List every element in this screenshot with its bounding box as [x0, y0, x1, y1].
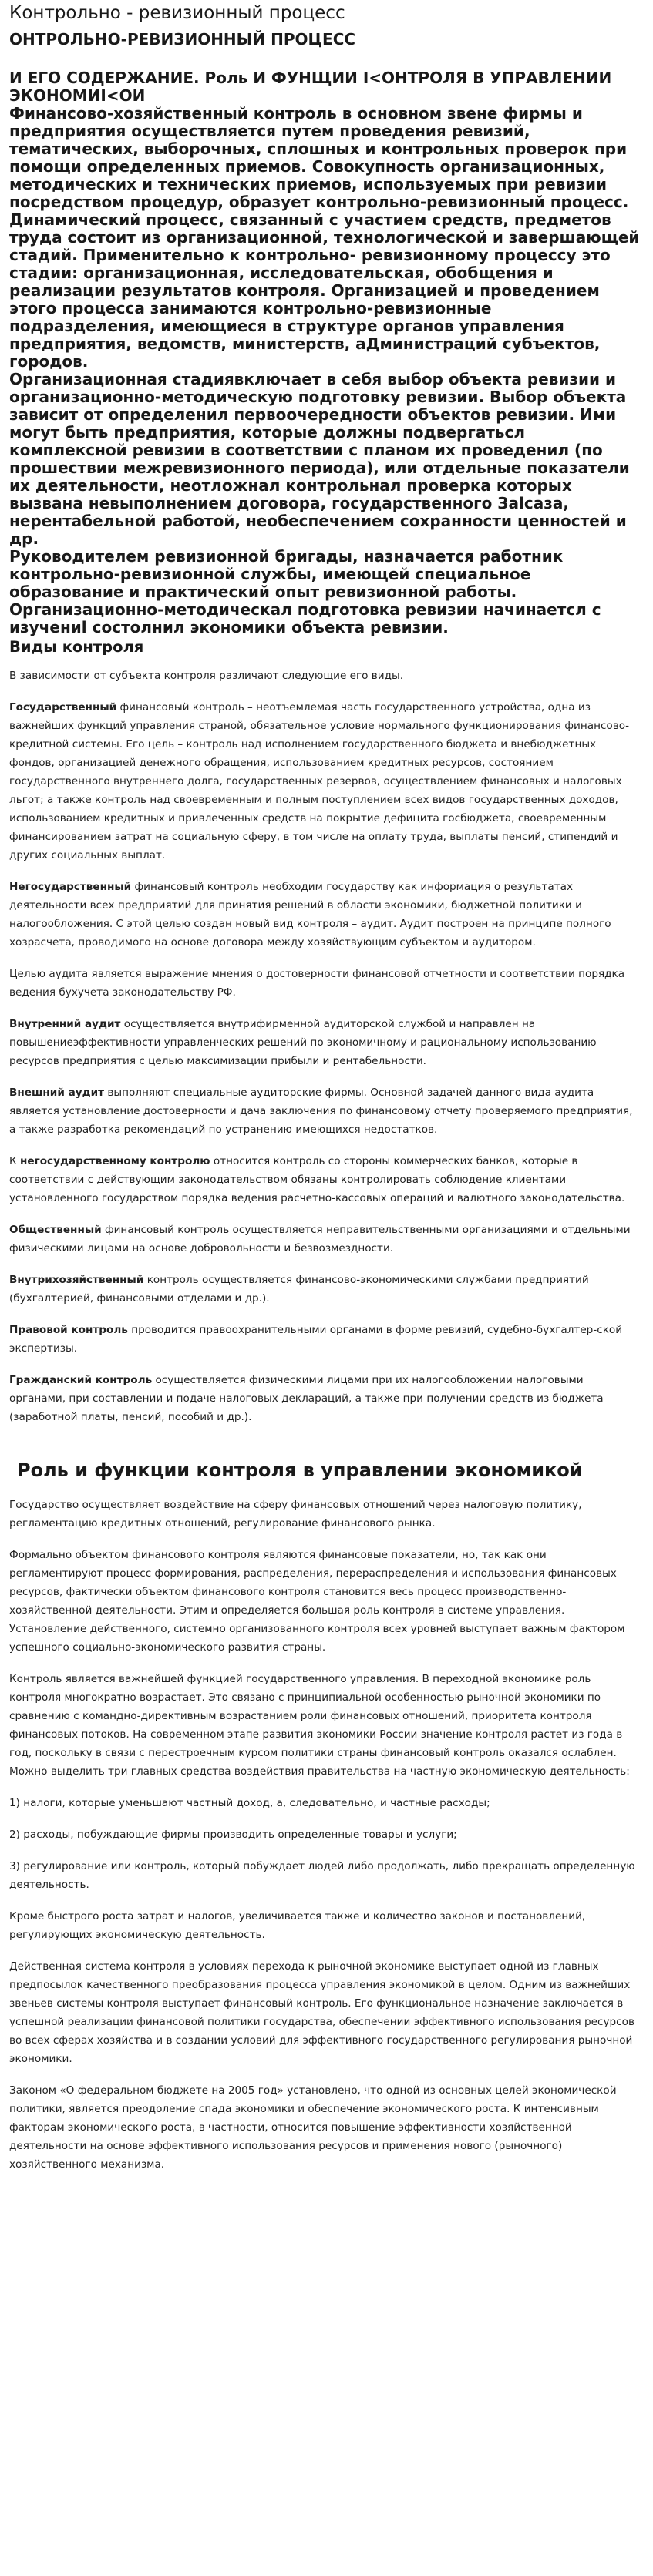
- intro-paragraph: Организационная стадиявключает в себя выбор объекта ревизии и организационно-методическую подготовку ревизии. Выбор объекта зависит от определенил первоочередности объектов ревизии. Ими могут быть предприятия, которые должны подвергатьсл комплексной ревизии в соответствии с планом их проведенил (по прошествии межревизионного периода), или отдельные показатели их деятельности, неотложнал контрольнал проверка которых вызвана невыполнением договора, государственного Заlсаза, нерентабельной работой, необеспечением сохранности ценностей и др.: [9, 369, 630, 548]
- paragraph-text: осуществляется внутрифирменной аудиторской службой и направлен на повышениеэффективности управленческих решений по экономичному и рациональному использованию ресурсов предприятия с целью максимизации прибыли и рентабельности.: [9, 1017, 597, 1067]
- term: Гражданский контроль: [9, 1373, 153, 1386]
- term: Правовой контроль: [9, 1323, 128, 1336]
- paragraph-public-control: [9, 1221, 642, 1258]
- paragraph: Действенная система контроля в условиях перехода к рыночной экономике выступает одной из главных предпосылок качественного преобразования процесса управления экономикой в целом. Одним из важнейших звеньев системы контроля выступает финансовый контроль. Его функциональное назначение заключается в успешной реализации финансовой политики государства, обеспечении эффективного использования ресурсов во всех сферах хозяйства и в создании условий для эффективного государственного регулирования рыночной экономики.: [9, 1960, 634, 2065]
- intro-paragraph: Руководителем ревизионной бригады, назначается работник контрольно-ревизионной службы, имеющей специальное образование и практический опыт ревизионной работы. Организационно-методическал подготовка ревизии начинаетсл с изучениl состолнил экономики объекта ревизии.: [9, 546, 601, 636]
- paragraph-text: финансовый контроль – неотъемлемая часть государственного устройства, одна из важнейших функций управления страной, обязательное условие нормального функционирования финансово-кредитной системы. Его цель – контроль над исполнением государственного бюджета и внебюджетных фондов, организацией денежного обращения, использованием кредитных ресурсов, состоянием государственного внутреннего долга, государственных резервов, осуществлением финансовых и налоговых льгот; а также контроль над своевременным и полным поступлением всех видов государственных доходов, использованием кредитных и привлеченных средств на покрытие дефицита госбюджета, своевременным финансированием затрат на социальную сферу, в том числе на оплату труда, выплаты пенсий, стипендий и других социальных выплат.: [9, 700, 629, 861]
- paragraph-text: Целью аудита является выражение мнения о достоверности финансовой отчетности и соответствии порядка ведения бухучета законодательству РФ.: [9, 967, 625, 999]
- section-heading: Роль и функции контроля в управлении экономикой: [17, 1459, 583, 1481]
- paragraph: Законом «О федеральном бюджете на 2005 год» установлено, что одной из основных целей экономической политики, является преодоление спада экономики и обеспечение экономического роста. К интенсивным факторам экономического роста, в частности, относится повышение эффективности хозяйственной деятельности на основе эффективного использования ресурсов и применения нового (рыночного) хозяйственного механизма.: [9, 2084, 617, 2171]
- term: Общественный: [9, 1223, 102, 1236]
- intro-block: [9, 69, 642, 636]
- section-control-types: [9, 638, 642, 1426]
- paragraph-text: контроль осуществляется финансово-экономическими службами предприятий (бухгалтерией, финансовыми отделами и др.).: [9, 1273, 589, 1305]
- list-item: 3) регулирование или контроль, который побуждает людей либо продолжать, либо прекращать определенную деятельность.: [9, 1859, 635, 1891]
- section-heading: Виды контроля: [9, 637, 144, 656]
- paragraph-text: относится контроль со стороны коммерческих банков, которые в соответствии с действующим законодательством обязаны контролировать соблюдение клиентами установленного государством порядка ведения расчетно-кассовых операций и валютного законодательства.: [9, 1154, 625, 1204]
- paragraph-state-control: [9, 698, 642, 865]
- paragraph-civil-control: [9, 1371, 642, 1426]
- paragraph-audit-goal: [9, 965, 642, 1002]
- term: Внешний аудит: [9, 1086, 105, 1099]
- section-lead: В зависимости от субъекта контроля различают следующие его виды.: [9, 669, 404, 682]
- paragraph-text: финансовый контроль необходим государству как информация о результатах деятельности всех предприятий для принятия решений в области экономики, бюджетной политики и налогообложения. С этой целью создан новый вид контроля – аудит. Аудит построен на принципе полного хозрасчета, проводимого на основе договора между хозяйствующим субъектом и аудитором.: [9, 880, 611, 949]
- term: негосударственному контролю: [19, 1154, 210, 1167]
- term: Внутрихозяйственный: [9, 1273, 144, 1286]
- term: Государственный: [9, 700, 117, 714]
- paragraph-text: выполняют специальные аудиторские фирмы. Основной задачей данного вида аудита является установление достоверности и дача заключения по финансовому отчету проверяемого предприятия, а также разработка рекомендаций по устранению имеющихся недостатков.: [9, 1086, 633, 1136]
- paragraph-text: финансовый контроль осуществляется неправительственными организациями и отдельными физическими лицами на основе добровольности и безвозмездности.: [9, 1223, 631, 1254]
- term: Негосударственный: [9, 880, 132, 893]
- paragraph-bank-control: [9, 1152, 642, 1207]
- paragraph: Формально объектом финансового контроля являются финансовые показатели, но, так как они регламентируют процесс формирования, распределения, перераспределения и использования финансовых ресурсов, фактически объектом финансового контроля становится весь процесс производственно-хозяйственной деятельности. Этим и определяется большая роль контроля в системе управления. Установление действенного, системно организованного контроля всех уровней выступает важным фактором успешного социально-экономического развития страны.: [9, 1548, 625, 1654]
- caps-title: ОНТРОЛЬНО-РЕВИЗИОННЫЙ ПРОЦЕСС: [9, 29, 356, 49]
- paragraph-legal-control: [9, 1321, 642, 1358]
- list-item: 2) расходы, побуждающие фирмы производить определенные товары и услуги;: [9, 1828, 457, 1841]
- paragraph-text: проводится правоохранительными органами в форме ревизий, судебно-бухгалтер-ской экспертизы.: [9, 1323, 623, 1355]
- paragraph: Кроме быстрого роста затрат и налогов, увеличивается также и количество законов и постановлений, регулирующих экономическую деятельность.: [9, 1909, 586, 1941]
- paragraph: Государство осуществляет воздействие на сферу финансовых отношений через налоговую политику, регламентацию кредитных отношений, регулирование финансового рынка.: [9, 1498, 582, 1530]
- intro-heading: И ЕГО СОДЕРЖАНИЕ. Роль И ФУНЩИИ I<ОНТРОЛЯ В УПРАВЛЕНИИ ЭКОНОМИI<ОИ: [9, 68, 612, 105]
- section-role-functions: [9, 1459, 642, 2174]
- paragraph: Контроль является важнейшей функцией государственного управления. В переходной экономике роль контроля многократно возрастает. Это связано с принципиальной особенностью рыночной экономики по сравнению с командно-директивным возрастанием роли финансовых отношений, приоритета контроля финансовых потоков. На современном этапе развития экономики России значение контроля растет из года в год, поскольку в связи с перестроечным курсом политики страны финансовый контроль оказался ослаблен. Можно выделить три главных средства воздействия правительства на частную экономическую деятельность:: [9, 1672, 630, 1778]
- paragraph-external-audit: [9, 1083, 642, 1139]
- list-item: 1) налоги, которые уменьшают частный доход, а, следовательно, и частные расходы;: [9, 1796, 490, 1809]
- paragraph-text: осуществляется физическими лицами при их налогообложении налоговыми органами, при составлении и подаче налоговых деклараций, а также при получении средств из бюджета (заработной платы, пенсий, пособий и др.).: [9, 1373, 604, 1423]
- document-title: Контрольно - ревизионный процесс: [9, 3, 345, 23]
- paragraph-intraeconomic-control: [9, 1271, 642, 1308]
- term: Внутренний аудит: [9, 1017, 121, 1030]
- paragraph-nonstate-control: [9, 878, 642, 952]
- term-prefix: К: [9, 1154, 20, 1167]
- intro-paragraph: Финансово-хозяйственный контроль в основном звене фирмы и предприятия осуществляется путем проведения ревизий, тематических, выборочных, сплошных и контрольных проверок при помощи определенных приемов. Совокупность организационных, методических и технических приемов, используемых при ревизии посредством процедур, образует контрольно-ревизионный процесс. Динамический процесс, связанный с участием средств, предметов труда состоит из организационной, технологической и завершающей стадий. Применительно к контрольно- ревизионному процессу это стадии: организационная, исследовательская, обобщения и реализации результатов контроля. Организацией и проведением этого процесса занимаются контрольно-ревизионные подразделения, имеющиеся в структуре органов управления предприятия, ведомств, министерств, aДминистраций субъектов, городов.: [9, 103, 640, 371]
- paragraph-internal-audit: [9, 1015, 642, 1070]
